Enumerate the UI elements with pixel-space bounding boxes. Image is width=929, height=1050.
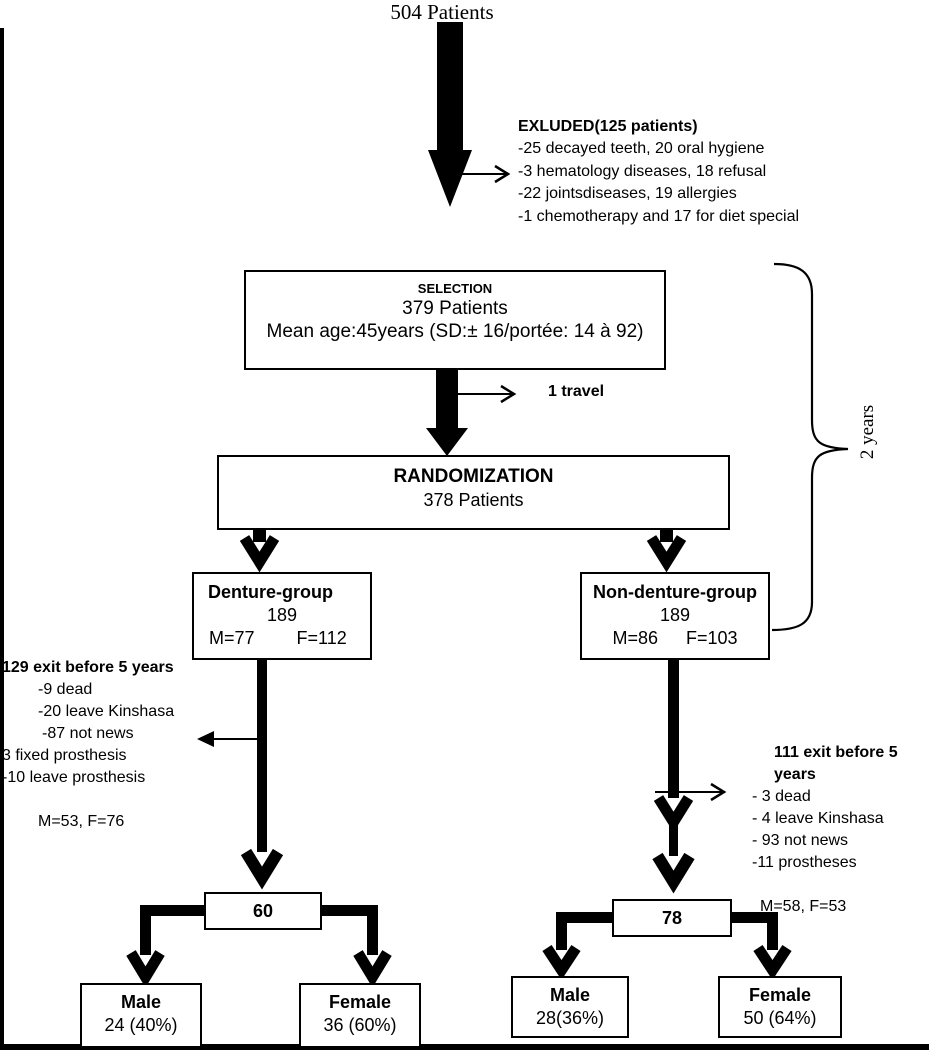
- non-denture-female-label: Female: [748, 985, 812, 1005]
- denture-group-count: 189: [266, 605, 298, 625]
- non-denture-female-value: 50 (64%): [743, 1008, 817, 1028]
- denture-final-count-box: 60: [204, 892, 322, 930]
- non-denture-group-male: M=86: [612, 628, 658, 648]
- denture-exit-line: -9 dead: [38, 681, 93, 698]
- non-denture-group-name: Non-denture-group: [593, 582, 757, 602]
- non-denture-exit-line: - 93 not news: [752, 832, 849, 849]
- randomization-box: [217, 455, 730, 530]
- denture-exit-block: [2, 657, 262, 833]
- denture-group-box: [192, 572, 372, 660]
- non-denture-group-count: 189: [659, 605, 691, 625]
- denture-exit-line: -10 leave prosthesis: [2, 769, 146, 786]
- duration-label: 2 years: [857, 404, 878, 460]
- denture-exit-line: 3 fixed prosthesis: [2, 747, 127, 764]
- non-denture-exit-summary: M=58, F=53: [760, 898, 847, 915]
- excluded-heading: EXLUDED(125 patients): [518, 118, 698, 135]
- travel-note: 1 travel: [548, 383, 605, 400]
- non-denture-male-label: Male: [549, 985, 591, 1005]
- arrow-nondenture-to-seventyeight: [658, 660, 690, 882]
- denture-exit-summary: M=53, F=76: [38, 813, 125, 830]
- arrow-nondenture-exit-pointer: [655, 784, 724, 800]
- arrow-randomization-to-denture: [245, 528, 275, 562]
- excluded-block: [518, 116, 878, 228]
- page-title: 504 Patients: [390, 0, 494, 24]
- denture-male-value: 24 (40%): [104, 1015, 178, 1035]
- excluded-line: -25 decayed teeth, 20 oral hygiene: [518, 140, 765, 158]
- arrow-selection-to-randomization: [426, 368, 468, 456]
- selection-detail: Mean age:45years (SD:± 16/portée: 14 à 92): [266, 321, 644, 342]
- excluded-line: -1 chemotherapy and 17 for diet special: [518, 207, 800, 225]
- non-denture-male-value: 28(36%): [535, 1008, 605, 1028]
- non-denture-exit-heading: 111 exit before 5 years: [774, 744, 898, 783]
- denture-male-label: Male: [120, 992, 162, 1012]
- non-denture-exit-line: -11 prostheses: [752, 854, 857, 871]
- non-denture-final-count-box: 78: [612, 899, 732, 937]
- connector-sixty-to-female: [320, 905, 387, 977]
- denture-female-value: 36 (60%): [323, 1015, 397, 1035]
- connector-seventyeight-to-male: [547, 912, 614, 970]
- connector-seventyeight-to-female: [730, 912, 787, 970]
- arrow-excluded-pointer: [460, 166, 508, 182]
- denture-female-box: [299, 983, 421, 1048]
- arrow-travel-pointer: [458, 386, 514, 402]
- non-denture-exit-line: - 3 dead: [752, 788, 811, 805]
- randomization-heading: RANDOMIZATION: [393, 466, 554, 487]
- non-denture-group-box: [580, 572, 770, 660]
- non-denture-male-box: [511, 976, 629, 1038]
- connector-sixty-to-male: [131, 905, 206, 977]
- excluded-line: -22 jointsdiseases, 19 allergies: [518, 185, 737, 203]
- arrow-randomization-to-nondenture: [652, 528, 682, 562]
- denture-female-label: Female: [328, 992, 392, 1012]
- denture-group-male: M=77: [209, 628, 255, 648]
- non-denture-exit-line: - 4 leave Kinshasa: [752, 810, 884, 827]
- denture-exit-line: -87 not news: [42, 725, 134, 742]
- non-denture-group-female: F=103: [685, 628, 738, 648]
- denture-group-female: F=112: [296, 628, 347, 648]
- selection-heading: SELECTION: [417, 281, 493, 296]
- non-denture-female-box: [718, 976, 842, 1038]
- denture-exit-heading: 129 exit before 5 years: [2, 659, 174, 676]
- arrow-patients-to-selection: [428, 22, 472, 207]
- selection-box: [244, 270, 666, 370]
- denture-exit-line: -20 leave Kinshasa: [38, 703, 175, 720]
- denture-male-box: [80, 983, 202, 1048]
- non-denture-exit-block: [752, 742, 929, 918]
- randomization-patients: 378 Patients: [423, 490, 524, 510]
- excluded-line: -3 hematology diseases, 18 refusal: [518, 162, 767, 180]
- denture-group-name: Denture-group: [208, 582, 333, 602]
- selection-patients: 379 Patients: [402, 298, 508, 319]
